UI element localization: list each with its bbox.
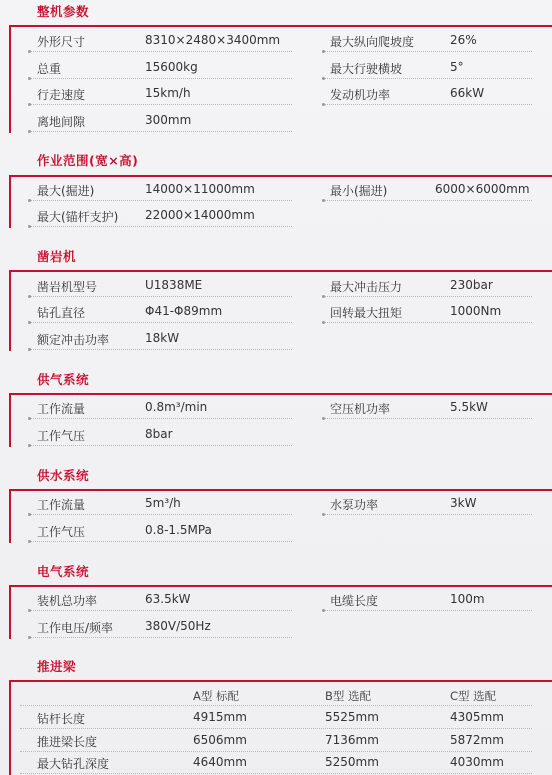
row-separator bbox=[30, 349, 292, 350]
spec-value: 3kW bbox=[450, 496, 477, 510]
feed-row-value: 7136mm bbox=[325, 733, 379, 747]
spec-label: 电缆长度 bbox=[330, 594, 379, 608]
spec-value: U1838ME bbox=[145, 278, 203, 292]
spec-value: 26% bbox=[450, 33, 477, 47]
section-title-machine: 整机参数 bbox=[37, 4, 90, 19]
spec-value: 0.8-1.5MPa bbox=[145, 523, 212, 537]
row-separator bbox=[30, 541, 292, 542]
separator-dot bbox=[322, 609, 325, 612]
feed-row-value: 6506mm bbox=[193, 733, 247, 747]
spec-label: 凿岩机型号 bbox=[37, 280, 98, 294]
feed-row-value: 5250mm bbox=[325, 755, 379, 769]
row-separator bbox=[324, 296, 532, 297]
spec-value: 230bar bbox=[450, 278, 493, 292]
row-separator bbox=[20, 728, 532, 729]
separator-dot bbox=[322, 417, 325, 420]
spec-value: 15600kg bbox=[145, 60, 198, 74]
row-separator bbox=[20, 751, 532, 752]
row-separator bbox=[30, 131, 292, 132]
spec-label: 工作气压 bbox=[37, 429, 86, 443]
section-title-electric: 电气系统 bbox=[37, 564, 90, 579]
row-separator bbox=[30, 418, 292, 419]
spec-label: 空压机功率 bbox=[330, 402, 391, 416]
spec-value: 5° bbox=[450, 60, 464, 74]
row-separator bbox=[30, 78, 292, 79]
section-divider bbox=[9, 393, 552, 395]
spec-label: 回转最大扭矩 bbox=[330, 306, 403, 320]
section-left-rule bbox=[9, 489, 11, 543]
spec-label: 最大冲击压力 bbox=[330, 280, 403, 294]
section-title-range: 作业范围(宽×高) bbox=[37, 153, 139, 168]
spec-label: 最大(锚杆支护) bbox=[37, 210, 119, 224]
row-separator bbox=[30, 226, 292, 227]
feed-column-header: A型 标配 bbox=[193, 689, 240, 703]
row-separator bbox=[324, 418, 532, 419]
spec-label: 最大纵向爬坡度 bbox=[330, 35, 415, 49]
separator-dot bbox=[322, 513, 325, 516]
spec-value: 6000×6000mm bbox=[435, 182, 530, 196]
feed-row-value: 4305mm bbox=[450, 710, 504, 724]
spec-value: Φ41-Φ89mm bbox=[145, 304, 223, 318]
spec-label: 工作电压/频率 bbox=[37, 621, 114, 635]
section-left-rule bbox=[9, 393, 11, 447]
section-divider bbox=[9, 585, 552, 587]
row-separator bbox=[30, 610, 292, 611]
spec-label: 装机总功率 bbox=[37, 594, 98, 608]
spec-value: 100m bbox=[450, 592, 485, 606]
separator-dot bbox=[28, 295, 31, 298]
spec-label: 离地间隙 bbox=[37, 115, 86, 129]
row-separator bbox=[324, 200, 532, 201]
separator-dot bbox=[322, 295, 325, 298]
row-separator bbox=[30, 51, 292, 52]
row-separator bbox=[30, 296, 292, 297]
section-divider bbox=[9, 270, 552, 272]
feed-column-header: B型 选配 bbox=[325, 689, 372, 703]
separator-dot bbox=[28, 321, 31, 324]
feed-row-value: 4640mm bbox=[193, 755, 247, 769]
spec-label: 行走速度 bbox=[37, 88, 86, 102]
separator-dot bbox=[28, 417, 31, 420]
spec-value: 8bar bbox=[145, 427, 173, 441]
separator-dot bbox=[28, 50, 31, 53]
section-left-rule bbox=[9, 270, 11, 351]
row-separator bbox=[20, 705, 532, 706]
section-left-rule bbox=[9, 25, 11, 133]
separator-dot bbox=[28, 513, 31, 516]
spec-value: 5.5kW bbox=[450, 400, 488, 414]
spec-label: 外形尺寸 bbox=[37, 35, 86, 49]
spec-value: 300mm bbox=[145, 113, 192, 127]
feed-row-label: 钻杆长度 bbox=[37, 712, 86, 726]
separator-dot bbox=[28, 103, 31, 106]
row-separator bbox=[324, 514, 532, 515]
section-divider bbox=[9, 680, 552, 682]
row-separator bbox=[324, 51, 532, 52]
separator-dot bbox=[322, 103, 325, 106]
spec-label: 最小(掘进) bbox=[330, 184, 388, 198]
spec-label: 水泵功率 bbox=[330, 498, 379, 512]
row-separator bbox=[30, 200, 292, 201]
spec-label: 工作气压 bbox=[37, 525, 86, 539]
spec-value: 380V/50Hz bbox=[145, 619, 211, 633]
row-separator bbox=[30, 514, 292, 515]
spec-label: 最大行驶横坡 bbox=[330, 62, 403, 76]
feed-row-label: 最大钻孔深度 bbox=[37, 757, 110, 771]
row-separator bbox=[30, 637, 292, 638]
spec-label: 工作流量 bbox=[37, 402, 86, 416]
separator-dot bbox=[28, 77, 31, 80]
spec-label: 发动机功率 bbox=[330, 88, 391, 102]
spec-value: 15km/h bbox=[145, 86, 191, 100]
spec-value: 0.8m³/min bbox=[145, 400, 208, 414]
spec-value: 22000×14000mm bbox=[145, 208, 255, 222]
section-title-air: 供气系统 bbox=[37, 372, 90, 387]
separator-dot bbox=[28, 225, 31, 228]
separator-dot bbox=[28, 199, 31, 202]
spec-label: 钻孔直径 bbox=[37, 306, 86, 320]
feed-row-label: 推进梁长度 bbox=[37, 735, 98, 749]
separator-dot bbox=[28, 444, 31, 447]
row-separator bbox=[30, 322, 292, 323]
spec-value: 14000×11000mm bbox=[145, 182, 255, 196]
spec-value: 8310×2480×3400mm bbox=[145, 33, 281, 47]
section-title-drill: 凿岩机 bbox=[37, 249, 77, 264]
row-separator bbox=[20, 773, 532, 774]
section-divider bbox=[9, 489, 552, 491]
feed-row-value: 5872mm bbox=[450, 733, 504, 747]
separator-dot bbox=[28, 609, 31, 612]
separator-dot bbox=[28, 348, 31, 351]
section-left-rule bbox=[9, 585, 11, 639]
separator-dot bbox=[28, 636, 31, 639]
row-separator bbox=[30, 104, 292, 105]
spec-value: 18kW bbox=[145, 331, 180, 345]
spec-label: 总重 bbox=[37, 62, 62, 76]
spec-value: 1000Nm bbox=[450, 304, 502, 318]
section-left-rule bbox=[9, 680, 11, 775]
separator-dot bbox=[28, 130, 31, 133]
row-separator bbox=[30, 445, 292, 446]
row-separator bbox=[324, 104, 532, 105]
separator-dot bbox=[322, 50, 325, 53]
feed-row-value: 5525mm bbox=[325, 710, 379, 724]
feed-row-value: 4030mm bbox=[450, 755, 504, 769]
spec-value: 66kW bbox=[450, 86, 485, 100]
feed-column-header: C型 选配 bbox=[450, 689, 497, 703]
separator-dot bbox=[322, 321, 325, 324]
section-title-water: 供水系统 bbox=[37, 468, 90, 483]
section-divider bbox=[9, 175, 552, 177]
row-separator bbox=[324, 610, 532, 611]
section-title-feed: 推进梁 bbox=[37, 659, 77, 674]
spec-value: 5m³/h bbox=[145, 496, 181, 510]
separator-dot bbox=[322, 77, 325, 80]
feed-row-value: 4915mm bbox=[193, 710, 247, 724]
row-separator bbox=[324, 322, 532, 323]
spec-label: 额定冲击功率 bbox=[37, 333, 110, 347]
spec-label: 最大(掘进) bbox=[37, 184, 95, 198]
separator-dot bbox=[322, 199, 325, 202]
row-separator bbox=[324, 78, 532, 79]
spec-label: 工作流量 bbox=[37, 498, 86, 512]
section-divider bbox=[9, 25, 552, 27]
separator-dot bbox=[28, 540, 31, 543]
section-left-rule bbox=[9, 175, 11, 228]
spec-value: 63.5kW bbox=[145, 592, 191, 606]
